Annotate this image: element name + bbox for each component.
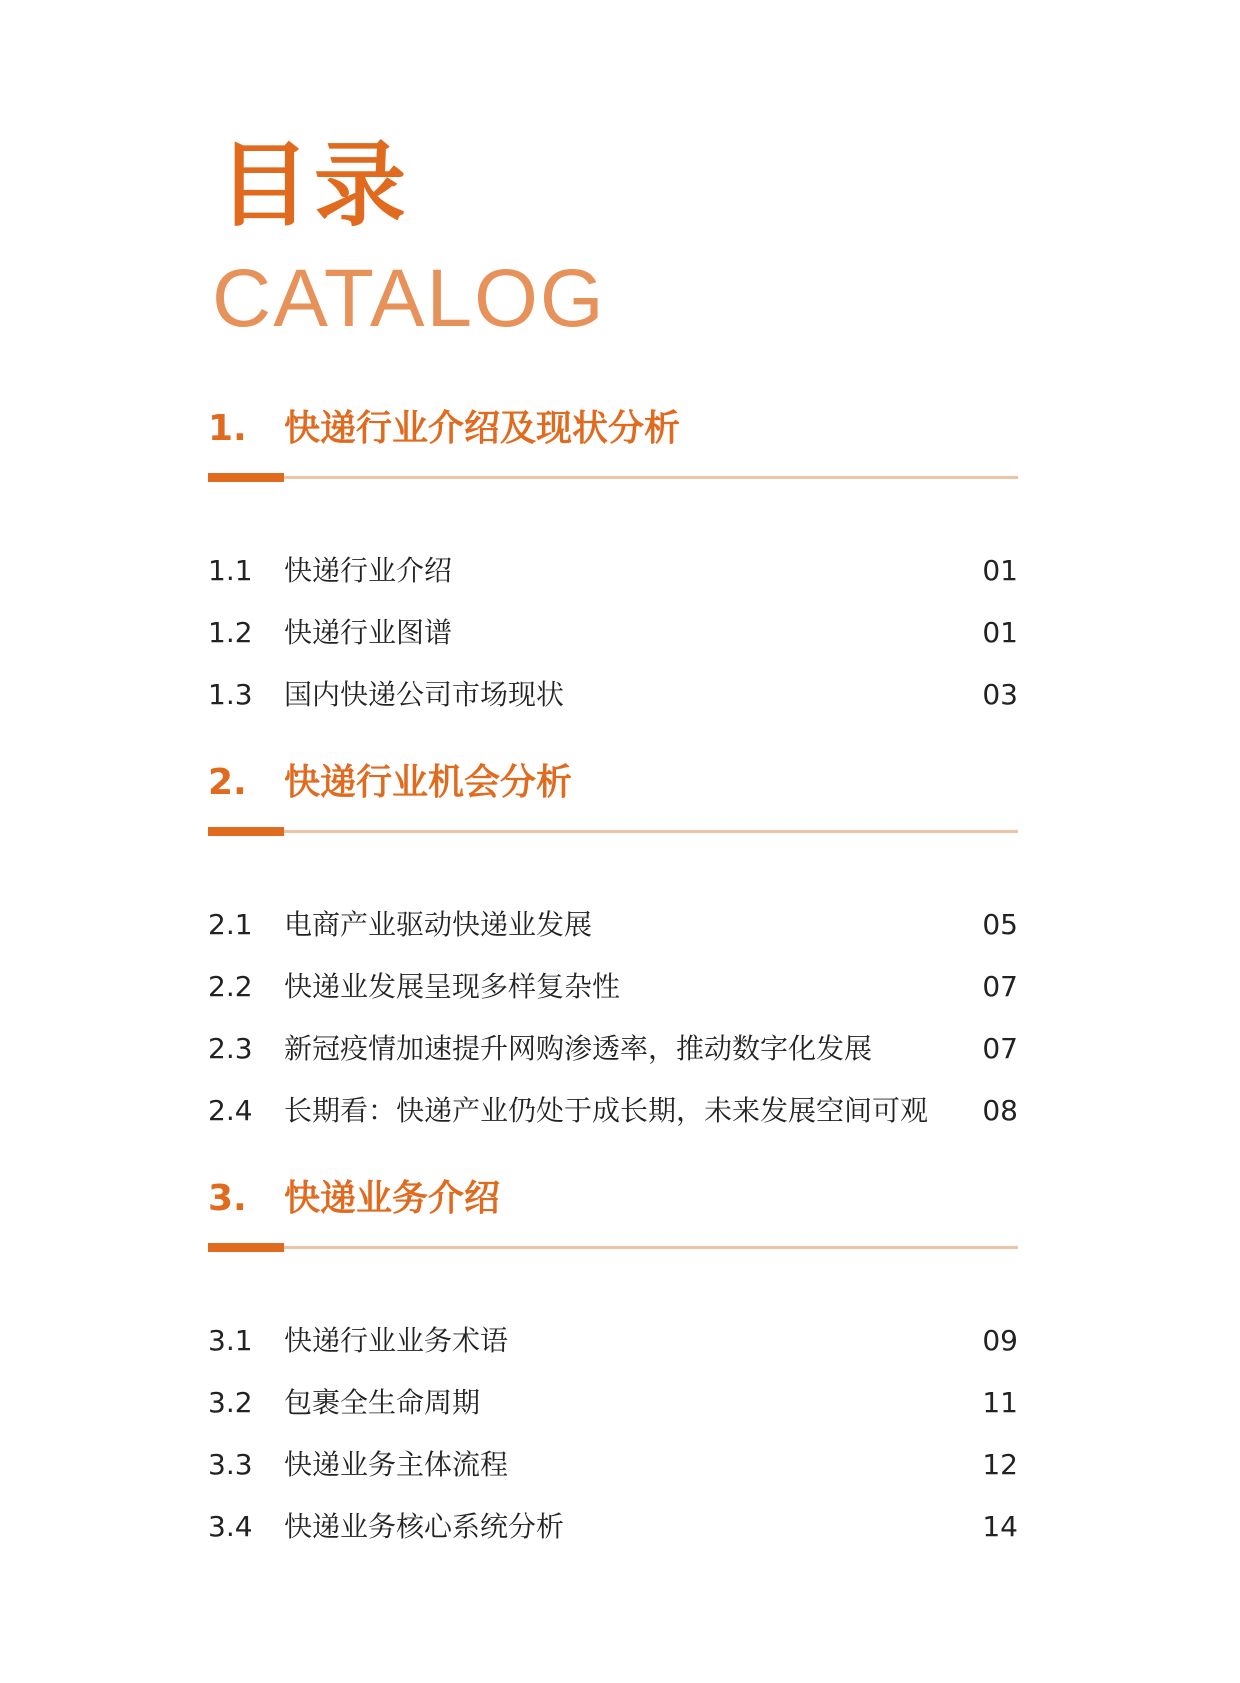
toc-entry[interactable]: [208, 1434, 1018, 1496]
toc-entry[interactable]: [208, 1310, 1018, 1372]
toc-entry[interactable]: [208, 1018, 1018, 1080]
entry-title: 快递行业业务术语: [284, 1324, 509, 1357]
entry-number: 2.4: [208, 1094, 253, 1127]
section-number: 1.: [208, 408, 247, 449]
entry-title: 快递业务主体流程: [284, 1448, 509, 1481]
divider-line: [208, 476, 1018, 479]
divider-accent: [208, 827, 284, 836]
entry-number: 1.1: [208, 554, 253, 587]
entry-page-number: 05: [982, 908, 1018, 941]
toc-entry[interactable]: [208, 664, 1018, 726]
entry-number: 3.4: [208, 1510, 253, 1543]
toc-entry-list: [208, 1310, 1018, 1558]
entry-page-number: 03: [982, 678, 1018, 711]
section-title: 快递行业机会分析: [284, 762, 573, 803]
entry-number: 1.2: [208, 616, 253, 649]
page-title: 目录: [218, 132, 411, 239]
entry-title: 快递业务核心系统分析: [284, 1510, 565, 1543]
entry-page-number: 01: [982, 616, 1018, 649]
toc-entry-list: [208, 894, 1018, 1142]
section-heading[interactable]: [208, 1174, 1018, 1224]
section-divider: [208, 826, 1018, 836]
toc-entry[interactable]: [208, 956, 1018, 1018]
page-subtitle: CATALOG: [212, 253, 606, 344]
divider-line: [208, 830, 1018, 833]
entry-number: 2.2: [208, 970, 253, 1003]
entry-number: 2.1: [208, 908, 253, 941]
entry-page-number: 11: [982, 1386, 1018, 1419]
toc-entry[interactable]: [208, 540, 1018, 602]
entry-title: 电商产业驱动快递业发展: [284, 908, 593, 941]
toc-entry[interactable]: [208, 894, 1018, 956]
entry-page-number: 14: [982, 1510, 1018, 1543]
entry-number: 3.2: [208, 1386, 253, 1419]
entry-number: 3.3: [208, 1448, 253, 1481]
entry-page-number: 01: [982, 554, 1018, 587]
toc-entry[interactable]: [208, 1496, 1018, 1558]
entry-page-number: 08: [982, 1094, 1018, 1127]
toc-section-1: [208, 404, 1018, 726]
section-title: 快递行业介绍及现状分析: [284, 408, 681, 449]
entry-number: 3.1: [208, 1324, 253, 1357]
entry-title: 国内快递公司市场现状: [284, 678, 565, 711]
divider-accent: [208, 1243, 284, 1252]
entry-page-number: 09: [982, 1324, 1018, 1357]
section-title: 快递业务介绍: [284, 1178, 501, 1219]
toc-entry-list: [208, 540, 1018, 726]
entry-title: 快递业发展呈现多样复杂性: [284, 970, 621, 1003]
section-heading[interactable]: [208, 404, 1018, 454]
entry-title: 快递行业介绍: [284, 554, 453, 587]
section-divider: [208, 472, 1018, 482]
entry-title: 新冠疫情加速提升网购渗透率，推动数字化发展: [284, 1032, 873, 1065]
section-divider: [208, 1242, 1018, 1252]
entry-number: 2.3: [208, 1032, 253, 1065]
entry-page-number: 07: [982, 1032, 1018, 1065]
toc-entry[interactable]: [208, 602, 1018, 664]
section-heading[interactable]: [208, 758, 1018, 808]
toc-section-3: [208, 1174, 1018, 1558]
divider-line: [208, 1246, 1018, 1249]
section-number: 2.: [208, 762, 247, 803]
entry-title: 包裹全生命周期: [284, 1386, 481, 1419]
entry-page-number: 12: [982, 1448, 1018, 1481]
section-number: 3.: [208, 1178, 247, 1219]
entry-title: 长期看：快递产业仍处于成长期，未来发展空间可观: [284, 1094, 929, 1127]
entry-title: 快递行业图谱: [284, 616, 453, 649]
toc-entry[interactable]: [208, 1080, 1018, 1142]
entry-page-number: 07: [982, 970, 1018, 1003]
toc-section-2: [208, 758, 1018, 1142]
entry-number: 1.3: [208, 678, 253, 711]
divider-accent: [208, 473, 284, 482]
toc-entry[interactable]: [208, 1372, 1018, 1434]
